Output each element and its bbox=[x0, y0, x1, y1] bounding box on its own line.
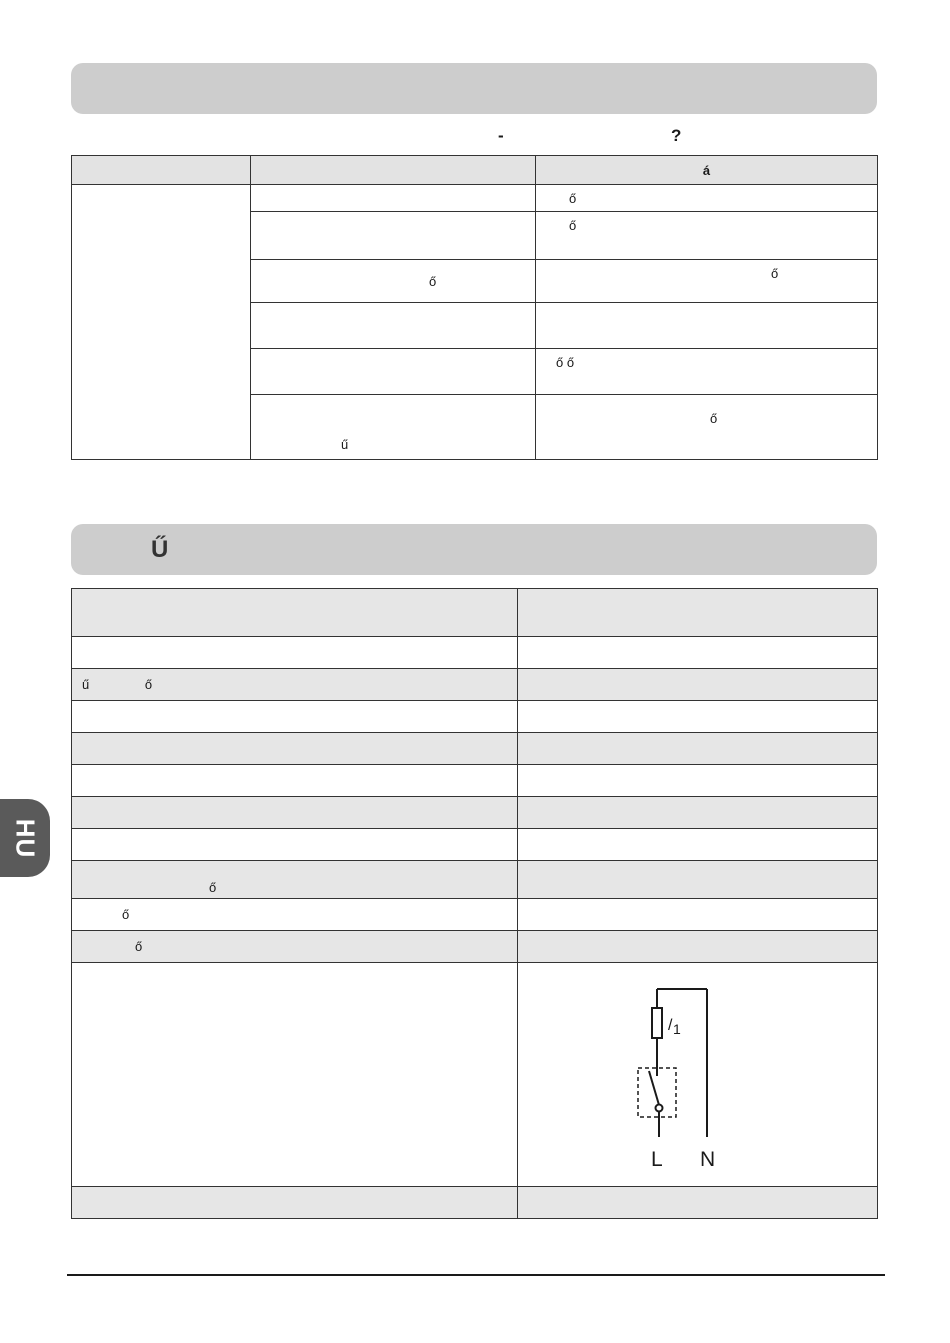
table-row bbox=[72, 701, 878, 733]
switch-contact bbox=[655, 1104, 662, 1111]
table-row bbox=[72, 765, 878, 797]
spec-label: ő bbox=[72, 861, 518, 899]
cause-cell bbox=[251, 349, 536, 395]
spec-value bbox=[518, 701, 878, 733]
spec-value bbox=[518, 861, 878, 899]
spec-label bbox=[72, 589, 518, 637]
spec-label bbox=[72, 829, 518, 861]
section-banner-title: Ű bbox=[151, 535, 169, 563]
spec-value bbox=[518, 637, 878, 669]
spec-label: ő bbox=[72, 899, 518, 931]
header-problem bbox=[72, 156, 251, 185]
solution-cell bbox=[536, 303, 878, 349]
table-row bbox=[72, 899, 878, 931]
table-row bbox=[72, 669, 878, 701]
table-row bbox=[72, 829, 878, 861]
table-header-row bbox=[72, 156, 878, 185]
solution-cell: ő bbox=[536, 212, 878, 260]
spec-value bbox=[518, 797, 878, 829]
spec-value bbox=[518, 931, 878, 963]
spec-value bbox=[518, 1187, 878, 1219]
solution-cell: ő ő bbox=[536, 349, 878, 395]
spec-label bbox=[72, 765, 518, 797]
spec-value bbox=[518, 733, 878, 765]
cause-cell bbox=[251, 212, 536, 260]
header-cause bbox=[251, 156, 536, 185]
table-row bbox=[72, 797, 878, 829]
spec-label bbox=[72, 637, 518, 669]
table-row bbox=[72, 733, 878, 765]
terminal-neutral-label: N bbox=[699, 1147, 715, 1171]
spec-value bbox=[518, 669, 878, 701]
spec-value bbox=[518, 589, 878, 637]
spec-value bbox=[518, 899, 878, 931]
spec-label bbox=[72, 701, 518, 733]
table-subheading bbox=[71, 126, 877, 146]
solution-cell: ő bbox=[536, 395, 878, 460]
table-row bbox=[72, 1187, 878, 1219]
spec-label: ő bbox=[72, 931, 518, 963]
solution-cell: ő bbox=[536, 260, 878, 303]
switch-blade bbox=[649, 1071, 659, 1105]
wiring-diagram-cell bbox=[518, 963, 878, 1187]
spec-value bbox=[518, 765, 878, 797]
spec-label bbox=[72, 797, 518, 829]
footer-divider bbox=[67, 1274, 885, 1276]
fuse-label-subscript: 1 bbox=[672, 1020, 681, 1037]
table-row bbox=[72, 185, 878, 212]
cause-cell: ő bbox=[251, 260, 536, 303]
solution-cell: ő bbox=[536, 185, 878, 212]
table-row bbox=[72, 963, 878, 1187]
spec-label: ű ő bbox=[72, 669, 518, 701]
fuse-label: / bbox=[667, 1016, 672, 1034]
spec-label bbox=[72, 1187, 518, 1219]
subheading-dash: - bbox=[498, 126, 504, 145]
table-row bbox=[72, 637, 878, 669]
subheading-question-mark: ? bbox=[671, 126, 682, 145]
cause-cell bbox=[251, 303, 536, 349]
section-banner-troubleshooting bbox=[71, 63, 877, 114]
spec-value bbox=[518, 829, 878, 861]
problem-group-cell bbox=[72, 185, 251, 460]
section-banner-specifications bbox=[71, 524, 877, 575]
table-row bbox=[72, 589, 878, 637]
table-row bbox=[72, 931, 878, 963]
terminal-live-label: L bbox=[650, 1147, 663, 1171]
fuse-symbol bbox=[652, 1008, 662, 1038]
spec-label bbox=[72, 733, 518, 765]
language-tab bbox=[0, 799, 50, 877]
cause-cell: ű bbox=[251, 395, 536, 460]
troubleshooting-table bbox=[71, 155, 878, 460]
specifications-table bbox=[71, 588, 878, 1219]
spec-label bbox=[72, 963, 518, 1187]
table-row bbox=[72, 861, 878, 899]
wiring-diagram bbox=[519, 964, 877, 1186]
cause-cell bbox=[251, 185, 536, 212]
header-solution: á bbox=[536, 156, 878, 185]
language-tab-label: HU bbox=[10, 818, 41, 858]
